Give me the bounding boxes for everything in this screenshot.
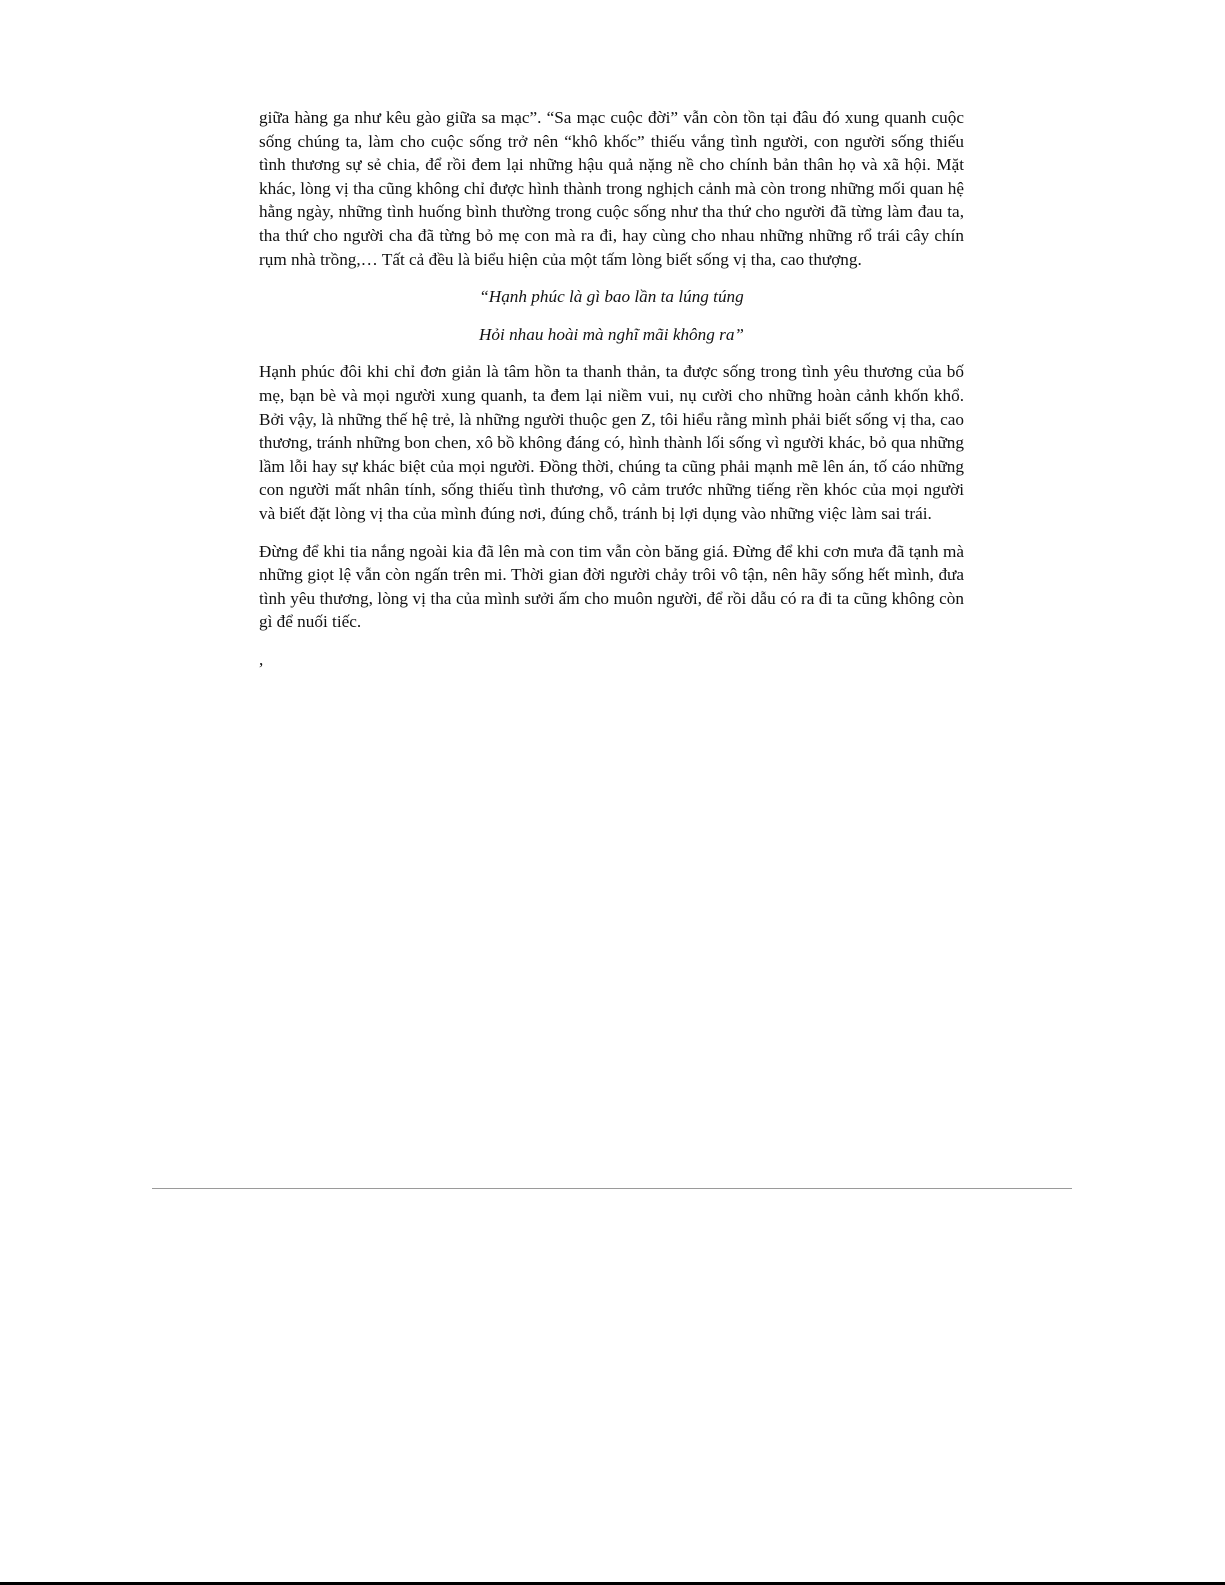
paragraph-2: Hạnh phúc đôi khi chỉ đơn giản là tâm hồn ta thanh thản, ta được sống trong tình yêu thương của bố mẹ, bạn bè và mọi người xung quanh, ta đem lại niềm vui, nụ cười cho những hoàn cảnh khốn khổ. Bởi vậy, là những thế hệ trẻ, là những người thuộc gen Z, tôi hiểu rằng mình phải biết sống vị tha, cao thương, tránh những bon chen, xô bồ không đáng có, hình thành lối sống vì người khác, bỏ qua những lầm lỗi hay sự khác biệt của mọi người. Đồng thời, chúng ta cũng phải mạnh mẽ lên án, tố cáo những con người mất nhân tính, sống thiếu tình thương, vô cảm trước những tiếng rền khóc của mọi người và biết đặt lòng vị tha của mình đúng nơi, đúng chỗ, tránh bị lợi dụng vào những việc làm sai trái. — [259, 362, 964, 523]
page-divider — [152, 1188, 1072, 1189]
document-body — [259, 106, 964, 671]
stray-comma: , — [259, 649, 264, 669]
paragraph-3: Đừng để khi tia nắng ngoài kia đã lên mà con tim vẫn còn băng giá. Đừng để khi cơn mưa đã tạnh mà những giọt lệ vẫn còn ngấn trên mi. Thời gian đời người chảy trôi vô tận, nên hãy sống hết mình, đưa tình yêu thương, lòng vị tha của mình sưởi ấm cho muôn người, để rồi dẫu có ra đi ta cũng không còn gì để nuối tiếc. — [259, 541, 964, 632]
paragraph-1: giữa hàng ga như kêu gào giữa sa mạc”. “Sa mạc cuộc đời” vẫn còn tồn tại đâu đó xung quanh cuộc sống chúng ta, làm cho cuộc sống trở nên “khô khốc” thiếu vắng tình người, con người sống thiếu tình thương sự sẻ chia, để rồi đem lại những hậu quả nặng nề cho chính bản thân họ và xã hội. Mặt khác, lòng vị tha cũng không chỉ được hình thành trong nghịch cảnh mà còn trong những mối quan hệ hằng ngày, những tình huống bình thường trong cuộc sống như tha thứ cho người đã từng làm đau ta, tha thứ cho người cha đã từng bỏ mẹ con mà ra đi, hay cùng cho nhau những những rổ trái cây chín rụm nhà trồng,… Tất cả đều là biểu hiện của một tấm lòng biết sống vị tha, cao thượng. — [259, 108, 964, 269]
quote-line-2: Hỏi nhau hoài mà nghĩ mãi không ra” — [479, 324, 744, 344]
quote-line-1: “Hạnh phúc là gì bao lần ta lúng túng — [479, 287, 744, 307]
